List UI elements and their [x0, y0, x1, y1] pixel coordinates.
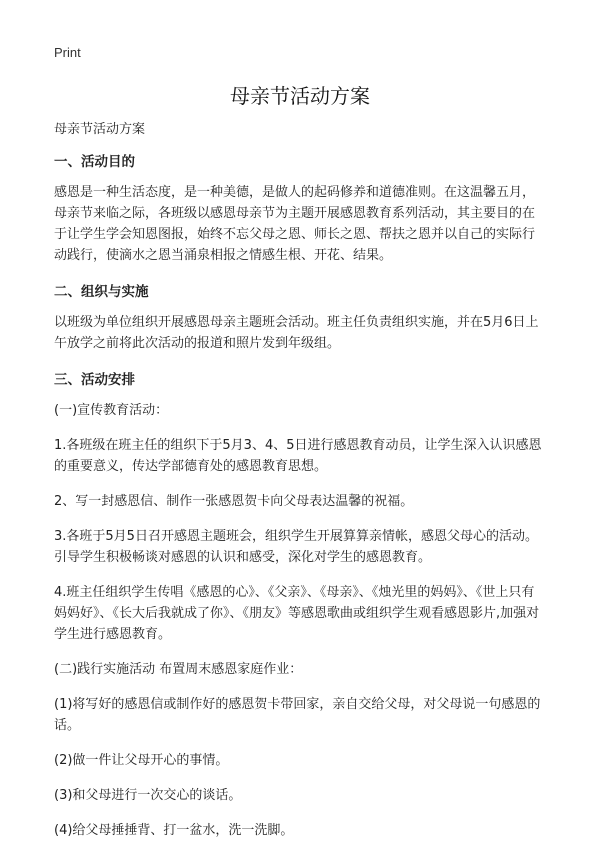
subheading-practice: (二)践行实施活动 布置周末感恩家庭作业： — [54, 662, 303, 677]
page-title: 母亲节活动方案 — [230, 84, 370, 108]
list-item: 4.班主任组织学生传唱《感恩的心》、《父亲》、《母亲》、《烛光里的妈妈》、《世上只有妈妈好》、《长大后我就成了你》、《朋友》等感恩歌曲或组织学生观看感恩影片,加强对学生进行感恩教育。 — [54, 585, 540, 642]
paragraph-purpose: 感恩是一种生活态度，是一种美德，是做人的起码修养和道德准则。在这温馨五月，母亲节来临之际，各班级以感恩母亲节为主题开展感恩教育系列活动，其主要目的在于让学生学会知恩图报，始终不忘父母之恩、师长之恩、帮扶之恩并以自己的实际行动践行，使滴水之恩当涌泉相报之情感生根、开花、结果。 — [54, 185, 536, 263]
doc-subtitle: 母亲节活动方案 — [54, 122, 146, 137]
list-item: (2)做一件让父母开心的事情。 — [54, 753, 229, 768]
list-item: (4)给父母捶捶背、打一盆水，洗一洗脚。 — [54, 823, 294, 838]
section-heading-organization: 二、组织与实施 — [54, 284, 149, 300]
section-heading-purpose: 一、活动目的 — [54, 154, 135, 170]
list-item: 1.各班级在班主任的组织下于5月3、4、5日进行感恩教育动员，让学生深入认识感恩的重要意义，传达学部德育处的感恩教育思想。 — [54, 438, 542, 474]
section-heading-arrangement: 三、活动安排 — [54, 372, 135, 388]
paragraph-organization: 以班级为单位组织开展感恩母亲主题班会活动。班主任负责组织实施，并在5月6日上午放学之前将此次活动的报道和照片发到年级组。 — [54, 315, 539, 351]
list-item: (3)和父母进行一次交心的谈话。 — [54, 788, 242, 803]
document-body — [54, 118, 544, 855]
list-item: 3.各班于5月5日召开感恩主题班会，组织学生开展算算亲情帐，感恩父母心的活动。引导学生积极畅谈对感恩的认识和感受，深化对学生的感恩教育。 — [54, 529, 538, 565]
subheading-publicity: (一)宣传教育活动： — [54, 403, 169, 418]
list-item: (1)将写好的感恩信或制作好的感恩贺卡带回家，亲自交给父母，对父母说一句感恩的话。 — [54, 697, 541, 733]
list-item: 2、写一封感恩信、制作一张感恩贺卡向父母表达温馨的祝福。 — [54, 494, 414, 509]
print-link[interactable]: Print — [54, 45, 81, 60]
